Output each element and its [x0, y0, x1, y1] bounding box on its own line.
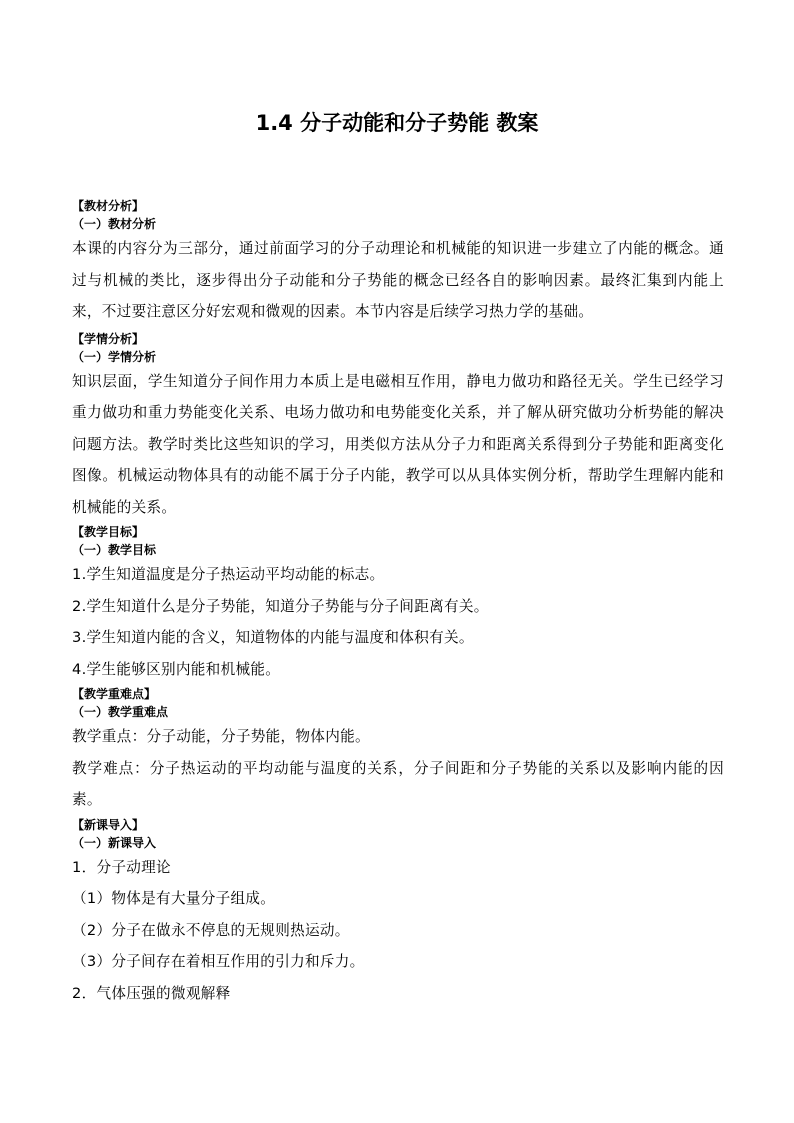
list-item: 4.学生能够区别内能和机械能。 — [72, 660, 281, 678]
document-title: 1.4 分子动能和分子势能 教案 — [255, 111, 539, 135]
paragraph: 本课的内容分为三部分，通过前面学习的分子动理论和机械能的知识进一步建立了内能的概念。通过与机械的类比，逐步得出分子动能和分子势能的概念已经各自的影响因素。最终汇集到内能上来，不过要注意区分好宏观和微观的因素。本节内容是后续学习热力学的基础。 — [72, 240, 724, 320]
section-heading: 【学情分析】 — [72, 331, 145, 346]
section-learner-analysis — [72, 330, 724, 524]
list-item: 1．分子动理论 — [72, 858, 171, 876]
section-subheading: （一）教学目标 — [72, 543, 157, 557]
section-heading: 【教材分析】 — [72, 199, 145, 213]
list-item: 1.学生知道温度是分子热运动平均动能的标志。 — [72, 566, 385, 583]
paragraph: 教学重点：分子动能，分子势能，物体内能。 — [72, 728, 370, 745]
list-item: （3）分子间存在着相互作用的引力和斥力。 — [72, 953, 365, 970]
section-subheading: （一）教材分析 — [72, 217, 157, 231]
list-item: （1）物体是有大量分子组成。 — [72, 890, 276, 907]
list-item: 3.学生知道内能的含义，知道物体的内能与温度和体积有关。 — [72, 629, 474, 646]
section-heading: 【新课导入】 — [72, 817, 145, 832]
section-teaching-goals — [72, 523, 724, 685]
paragraph: 知识层面，学生知道分子间作用力本质上是电磁相互作用，静电力做功和路径无关。学生已经学习重力做功和重力势能变化关系、电场力做功和电势能变化关系，并了解从研究做功分析势能的解决问题方法。教学时类比这些知识的学习，用类似方法从分子力和距离关系得到分子势能和距离变化图像。机械运动物体具有的动能不属于分子内能，教学可以从具体实例分析，帮助学生理解内能和机械能的关系。 — [72, 372, 724, 516]
section-subheading: （一）教学重难点 — [72, 705, 169, 719]
paragraph: 教学难点：分子热运动的平均动能与温度的关系，分子间距和分子势能的关系以及影响内能的因素。 — [72, 759, 724, 808]
list-item: 2.学生知道什么是分子势能，知道分子势能与分子间距离有关。 — [72, 597, 489, 615]
document-body — [72, 197, 724, 1009]
list-item: （2）分子在做永不停息的无规则热运动。 — [72, 921, 350, 939]
section-heading: 【教学重难点】 — [72, 687, 157, 701]
section-textbook-analysis — [72, 197, 724, 328]
section-key-difficult-points — [72, 685, 724, 816]
section-lesson-introduction — [72, 816, 724, 1010]
section-heading: 【教学目标】 — [72, 525, 145, 539]
section-subheading: （一）新课导入 — [72, 835, 157, 850]
section-subheading: （一）学情分析 — [72, 349, 157, 364]
list-item: 2．气体压强的微观解释 — [72, 984, 231, 1002]
